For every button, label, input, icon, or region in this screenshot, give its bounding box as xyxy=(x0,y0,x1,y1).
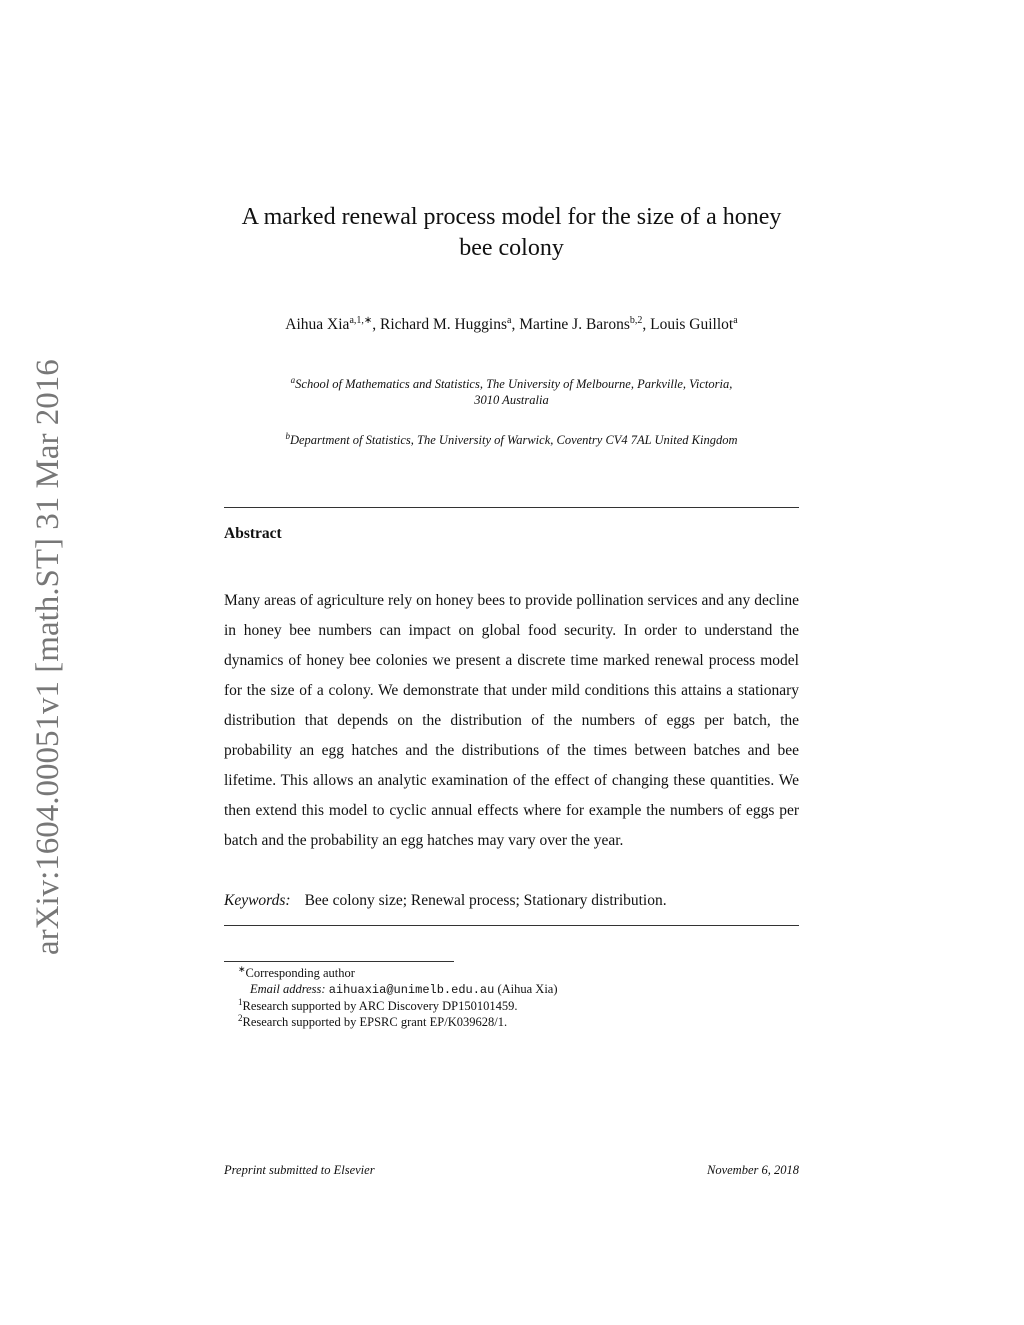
author-separator: , xyxy=(372,316,381,333)
author-name: Richard M. Huggins xyxy=(380,316,508,333)
author-name: Aihua Xia xyxy=(285,316,350,333)
email-link[interactable]: aihuaxia@unimelb.edu.au xyxy=(328,983,495,997)
affiliation-b-text: Department of Statistics, The University of Warwick, Coventry CV4 7AL United Kingdom xyxy=(289,433,738,447)
author-affiliation-marks: a xyxy=(507,315,512,326)
keywords xyxy=(224,891,799,911)
footnote-corresponding xyxy=(238,965,798,981)
footnote-1 xyxy=(238,998,798,1014)
footnote-mark: 1 xyxy=(238,997,243,1007)
author-name: Louis Guillot xyxy=(650,316,734,333)
footnote-email xyxy=(238,981,798,998)
arxiv-identifier-stamp: arXiv:1604.00051v1 [math.ST] 31 Mar 2016 xyxy=(30,359,66,955)
footnote-2 xyxy=(238,1014,798,1030)
author-affiliation-marks: a xyxy=(733,315,738,326)
affiliation-a xyxy=(224,376,799,408)
author-list xyxy=(224,315,799,335)
abstract-text: Many areas of agriculture rely on honey bees to provide pollination services and any decline in honey bee numbers can impact on global food security. In order to understand the dynamics of honey bee colonies we present a discrete time marked renewal process model for the size of a colony. We demonstrate that under mild conditions this attains a stationary distribution that depends on the distribution of the numbers of eggs per batch, the probability an egg hatches and the distributions of the times between batches and bee lifetime. This allows an analytic examination of the effect of changing these quantities. We then extend this model to cyclic annual effects where for example the numbers of eggs per batch and the probability an egg hatches may vary over the year. xyxy=(224,592,799,849)
email-label: Email address: xyxy=(250,982,326,996)
footer-preprint-note: Preprint submitted to Elsevier xyxy=(224,1163,375,1177)
affiliation-b xyxy=(224,432,799,448)
footnote-1-text: Research supported by ARC Discovery DP150101459. xyxy=(242,999,518,1013)
footnote-2-text: Research supported by EPSRC grant EP/K039628/1. xyxy=(242,1015,508,1029)
abstract-top-rule xyxy=(224,507,799,508)
footnote-corresponding-text: Corresponding author xyxy=(245,966,355,980)
footnote-rule xyxy=(224,961,454,962)
footnotes xyxy=(238,965,798,1030)
footnote-mark: 2 xyxy=(238,1013,243,1023)
footnote-mark: ∗ xyxy=(238,964,246,974)
author-name: Martine J. Barons xyxy=(519,316,630,333)
affiliation-mark: b xyxy=(285,431,290,441)
paper-title xyxy=(224,202,799,264)
paper-title-line-2: bee colony xyxy=(459,235,564,261)
email-owner: (Aihua Xia) xyxy=(497,982,558,996)
paper-title-line-1: A marked renewal process model for the size of a honey xyxy=(241,204,782,230)
author-separator: , xyxy=(511,316,520,333)
footer-date: November 6, 2018 xyxy=(707,1163,799,1177)
affiliation-a-line-1: School of Mathematics and Statistics, The University of Melbourne, Parkville, Victoria, xyxy=(295,377,733,391)
affiliation-a-line-2: 3010 Australia xyxy=(474,393,549,407)
author-affiliation-marks: b,2 xyxy=(629,315,643,326)
abstract-heading: Abstract xyxy=(224,525,282,542)
affiliation-mark: a xyxy=(290,375,296,385)
abstract-bottom-rule xyxy=(224,925,799,926)
author-affiliation-marks: a,1,∗ xyxy=(349,315,373,326)
author-separator: , xyxy=(642,316,651,333)
keywords-label: Keywords: xyxy=(224,892,291,909)
page-footer xyxy=(224,1163,799,1178)
keywords-text: Bee colony size; Renewal process; Stationary distribution. xyxy=(304,892,667,909)
